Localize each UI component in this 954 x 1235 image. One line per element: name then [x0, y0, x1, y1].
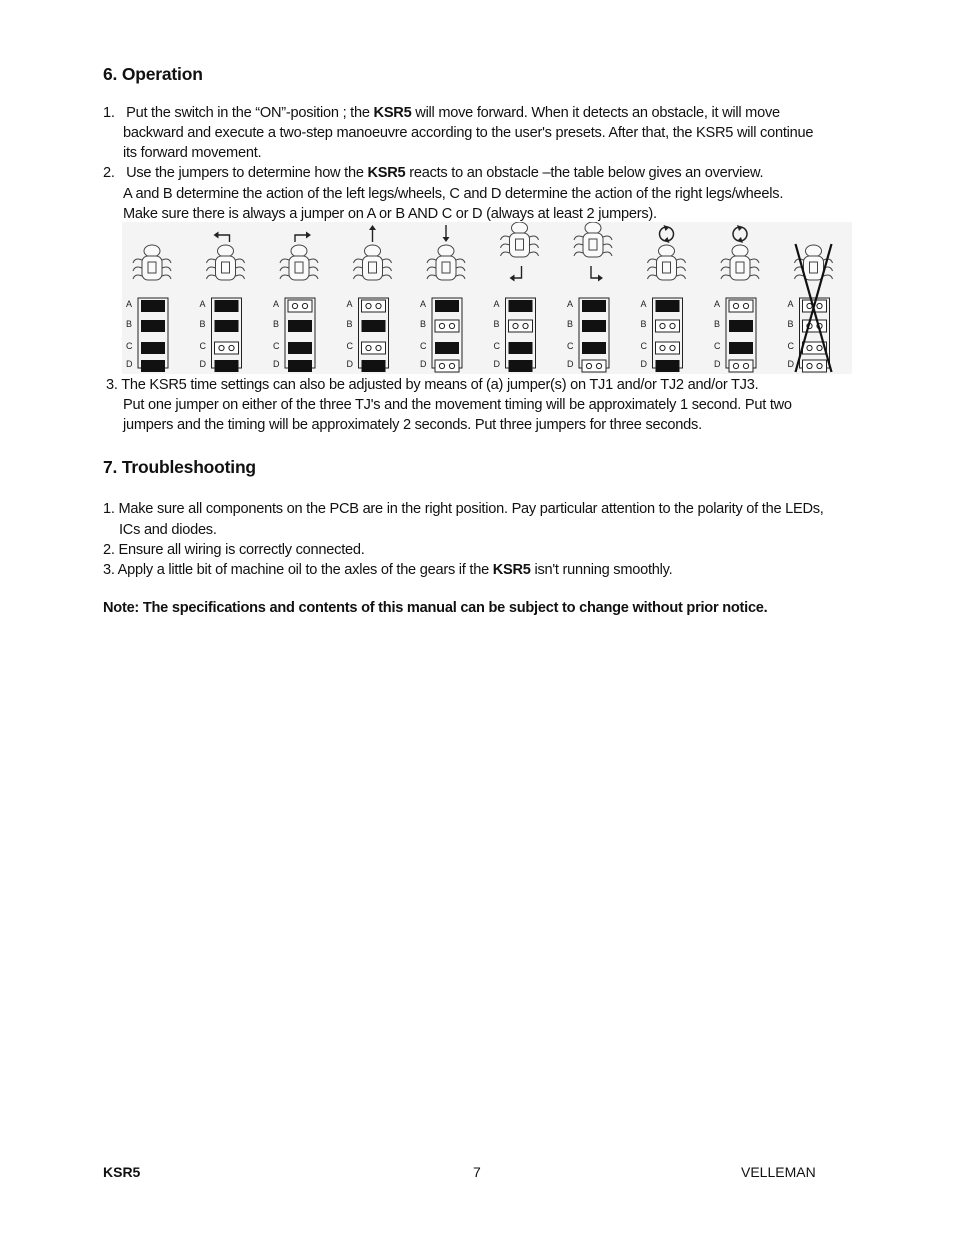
jumper-row-label: B: [640, 319, 647, 329]
robot-chip-icon: [222, 262, 230, 273]
jumper-row-label: A: [493, 299, 500, 309]
product-name: KSR5: [367, 165, 406, 181]
jumper-closed-icon: [362, 320, 386, 332]
jumper-open-icon: [729, 300, 753, 312]
jumper-row-label: C: [273, 341, 280, 351]
jumper-open-icon: [803, 320, 827, 332]
jumper-row-label: B: [493, 319, 500, 329]
item-number: 3.: [106, 377, 118, 393]
jumper-row-label: C: [346, 341, 353, 351]
jumper-row-label: B: [567, 319, 574, 329]
robot-chip-icon: [369, 262, 377, 273]
troubleshooting-item-1-line-1: 1. Make sure all components on the PCB are in the right position. Pay particular attention to the polarity of the LEDs,: [103, 501, 824, 517]
jumper-closed-icon: [509, 300, 533, 312]
jumper-closed-icon: [215, 360, 239, 372]
jumper-row-label: C: [787, 341, 794, 351]
jumper-row-label: A: [640, 299, 647, 309]
jumper-row-label: A: [199, 299, 206, 309]
robot-head-icon: [365, 245, 381, 257]
text: The KSR5 time settings can also be adjusted by means of (a) jumper(s) on TJ1 and/or TJ2 and/or TJ3.: [121, 377, 759, 393]
robot-head-icon: [585, 222, 601, 234]
jumper-closed-icon: [582, 342, 606, 354]
jumper-row-label: C: [640, 341, 647, 351]
robot-head-icon: [732, 245, 748, 257]
text: Use the jumpers to determine how the: [126, 165, 368, 181]
jumper-closed-icon: [288, 360, 312, 372]
robot-head-icon: [218, 245, 234, 257]
jumper-row-label: D: [346, 359, 353, 369]
jumper-row-label: B: [787, 319, 794, 329]
jumper-row-label: C: [493, 341, 500, 351]
robot-chip-icon: [589, 239, 597, 250]
jumper-row-label: D: [126, 359, 133, 369]
troubleshooting-item-3: [103, 560, 672, 580]
jumper-closed-icon: [435, 300, 459, 312]
jumper-open-icon: [729, 360, 753, 372]
jumper-closed-icon: [141, 342, 165, 354]
jumper-closed-icon: [509, 360, 533, 372]
operation-item-1-line-2: backward and execute a two-step manoeuvre according to the user's presets. After that, the KSR5 will continue: [123, 125, 814, 141]
robot-chip-icon: [810, 262, 818, 273]
jumper-row-label: A: [346, 299, 353, 309]
jumper-row-label: B: [714, 319, 721, 329]
jumper-row-label: B: [199, 319, 206, 329]
jumper-open-icon: [803, 360, 827, 372]
jumper-closed-icon: [141, 300, 165, 312]
product-name: KSR5: [373, 105, 412, 121]
footer-product: KSR5: [103, 1164, 141, 1180]
section-title-operation: 6. Operation: [103, 64, 203, 84]
jumper-open-icon: [215, 342, 239, 354]
jumper-open-icon: [656, 320, 680, 332]
jumper-open-icon: [435, 360, 459, 372]
jumper-row-label: D: [273, 359, 280, 369]
jumper-closed-icon: [141, 320, 165, 332]
operation-item-2-line-1: [103, 163, 763, 183]
jumper-row-label: B: [273, 319, 280, 329]
jumper-row-label: C: [567, 341, 574, 351]
jumper-row-label: C: [199, 341, 206, 351]
operation-item-1-line-1: [103, 103, 780, 123]
jumper-closed-icon: [288, 342, 312, 354]
jumper-row-label: D: [420, 359, 427, 369]
item-number: 1.: [103, 105, 115, 121]
jumper-row-label: D: [714, 359, 721, 369]
jumper-row-label: A: [567, 299, 574, 309]
jumper-closed-icon: [509, 342, 533, 354]
robot-chip-icon: [736, 262, 744, 273]
jumper-closed-icon: [141, 360, 165, 372]
footer-page-number: 7: [473, 1164, 481, 1180]
jumper-row-label: A: [787, 299, 794, 309]
operation-item-2-line-2: A and B determine the action of the left legs/wheels, C and D determine the action of the right legs/wheels.: [123, 186, 784, 202]
jumper-row-label: A: [420, 299, 427, 309]
jumper-settings-diagram: [122, 222, 852, 374]
jumper-open-icon: [435, 320, 459, 332]
jumper-closed-icon: [656, 300, 680, 312]
jumper-row-label: D: [640, 359, 647, 369]
jumper-row-label: D: [199, 359, 206, 369]
robot-head-icon: [144, 245, 160, 257]
jumper-closed-icon: [729, 320, 753, 332]
jumper-closed-icon: [656, 360, 680, 372]
robot-chip-icon: [442, 262, 450, 273]
operation-item-1-line-3: its forward movement.: [123, 145, 262, 161]
robot-head-icon: [438, 245, 454, 257]
jumper-closed-icon: [288, 320, 312, 332]
text: Put the switch in the “ON”-position ; the: [126, 105, 374, 121]
change-notice: Note: The specifications and contents of this manual can be subject to change without prior notice.: [103, 600, 768, 616]
jumper-row-label: C: [714, 341, 721, 351]
jumper-closed-icon: [215, 320, 239, 332]
jumper-closed-icon: [215, 300, 239, 312]
robot-chip-icon: [663, 262, 671, 273]
robot-head-icon: [659, 245, 675, 257]
jumper-row-label: B: [420, 319, 427, 329]
operation-item-2-line-3: Make sure there is always a jumper on A or B AND C or D (always at least 2 jumpers).: [123, 206, 657, 222]
troubleshooting-item-2: 2. Ensure all wiring is correctly connected.: [103, 542, 365, 558]
jumper-row-label: B: [346, 319, 353, 329]
robot-head-icon: [512, 222, 528, 234]
section-title-troubleshooting: 7. Troubleshooting: [103, 457, 256, 477]
jumper-row-label: A: [126, 299, 133, 309]
jumper-open-icon: [288, 300, 312, 312]
jumper-row-label: D: [567, 359, 574, 369]
robot-chip-icon: [295, 262, 303, 273]
jumper-closed-icon: [362, 360, 386, 372]
jumper-row-label: D: [787, 359, 794, 369]
jumper-open-icon: [509, 320, 533, 332]
jumper-row-label: D: [493, 359, 500, 369]
operation-item-3-line-3: jumpers and the timing will be approximately 2 seconds. Put three jumpers for three seconds.: [123, 417, 702, 433]
text: isn't running smoothly.: [530, 562, 673, 578]
jumper-row-label: B: [126, 319, 133, 329]
jumper-closed-icon: [435, 342, 459, 354]
robot-chip-icon: [148, 262, 156, 273]
jumper-open-icon: [362, 342, 386, 354]
text: will move forward. When it detects an obstacle, it will move: [411, 105, 780, 121]
robot-head-icon: [291, 245, 307, 257]
jumper-open-icon: [362, 300, 386, 312]
robot-head-icon: [806, 245, 822, 257]
troubleshooting-item-1-line-2: ICs and diodes.: [119, 522, 217, 538]
product-name: KSR5: [492, 562, 531, 578]
jumper-closed-icon: [582, 300, 606, 312]
operation-item-3-line-2: Put one jumper on either of the three TJ's and the movement timing will be approximately 1 second. Put two: [123, 397, 792, 413]
operation-item-3-line-1: [106, 375, 758, 395]
jumper-row-label: A: [273, 299, 280, 309]
jumper-row-label: C: [420, 341, 427, 351]
footer-brand: VELLEMAN: [741, 1164, 816, 1180]
jumper-open-icon: [582, 360, 606, 372]
robot-chip-icon: [516, 239, 524, 250]
text: reacts to an obstacle –the table below gives an overview.: [405, 165, 764, 181]
text: 3. Apply a little bit of machine oil to the axles of the gears if the: [103, 562, 493, 578]
jumper-row-label: A: [714, 299, 721, 309]
jumper-open-icon: [656, 342, 680, 354]
item-number: 2.: [103, 165, 115, 181]
jumper-closed-icon: [582, 320, 606, 332]
jumper-closed-icon: [729, 342, 753, 354]
jumper-row-label: C: [126, 341, 133, 351]
